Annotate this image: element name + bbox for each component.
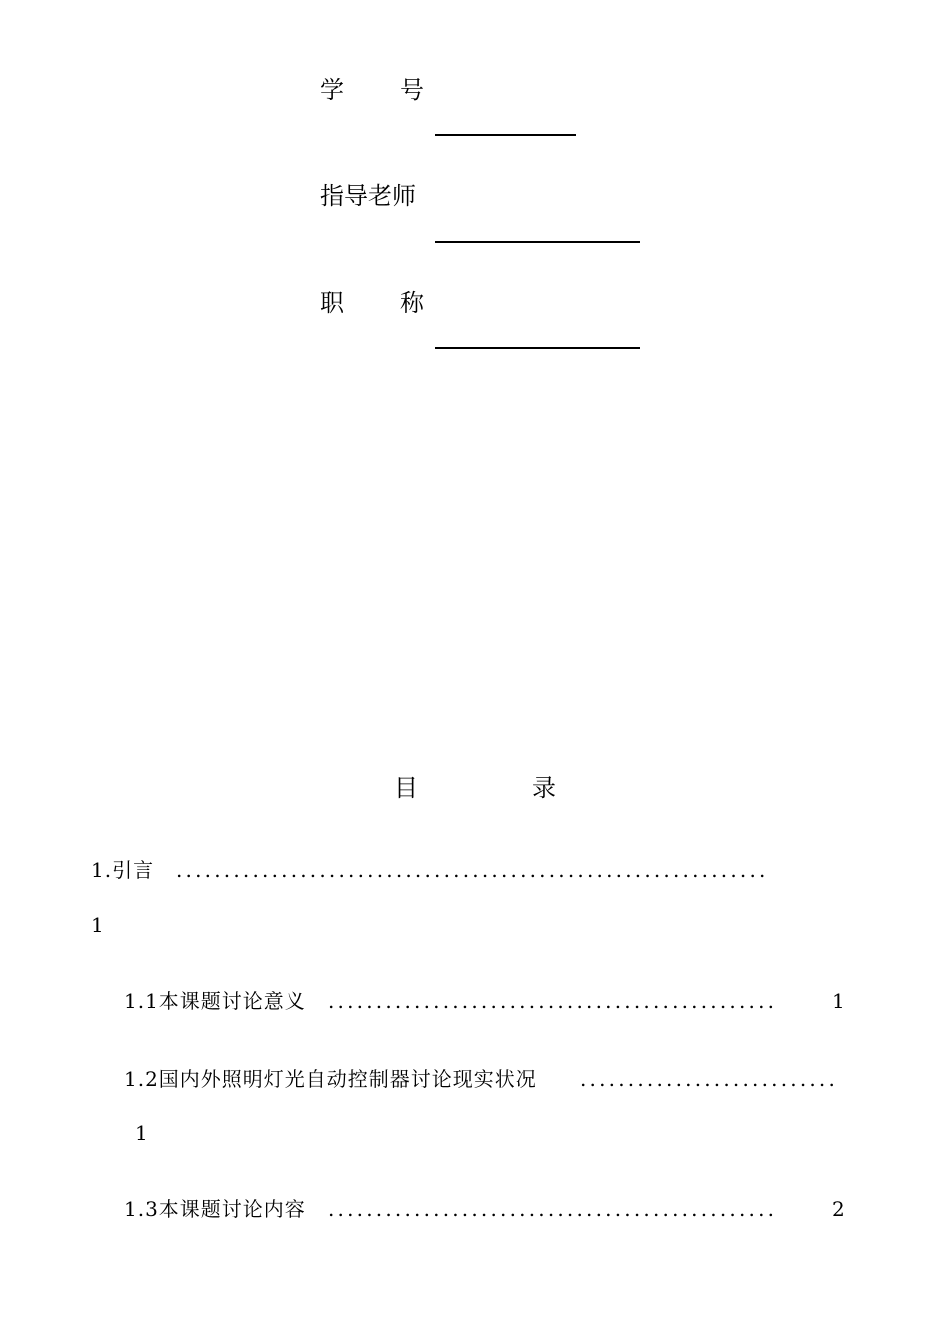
title-rank-label (320, 288, 424, 318)
toc-entry-1-1-text[interactable]: 1.1本课题讨论意义 (124, 989, 306, 1013)
toc-entry-1-3-text[interactable]: 1.3本课题讨论内容 (124, 1197, 306, 1221)
toc-entry-1-3-leader: ............................................... (328, 1197, 778, 1221)
student-id-label (320, 75, 424, 105)
student-id-underline[interactable] (435, 134, 576, 136)
student-id-label-char-2: 号 (400, 76, 424, 104)
toc-entry-1-text[interactable]: 1.引言 (91, 858, 155, 882)
toc-title-char-1: 目 (394, 774, 418, 802)
toc-entry-1-3-page: 2 (832, 1197, 845, 1221)
toc-entry-1-leader: .............................................................. (176, 858, 769, 882)
title-rank-underline[interactable] (435, 347, 640, 349)
toc-title-char-2: 录 (532, 774, 556, 802)
toc-entry-1-2-leader: ........................... (580, 1067, 839, 1091)
toc-entry-1-page: 1 (91, 913, 104, 937)
advisor-label: 指导老师 (320, 182, 416, 210)
advisor-underline[interactable] (435, 241, 640, 243)
toc-entry-1-1-page: 1 (832, 989, 845, 1013)
toc-entry-1-1-leader: ............................................... (328, 989, 778, 1013)
toc-entry-1-2-page: 1 (135, 1121, 148, 1145)
title-rank-label-char-1: 职 (320, 289, 344, 317)
toc-entry-1-2-text[interactable]: 1.2国内外照明灯光自动控制器讨论现实状况 (124, 1067, 537, 1091)
title-rank-label-char-2: 称 (400, 289, 424, 317)
student-id-label-char-1: 学 (320, 76, 344, 104)
